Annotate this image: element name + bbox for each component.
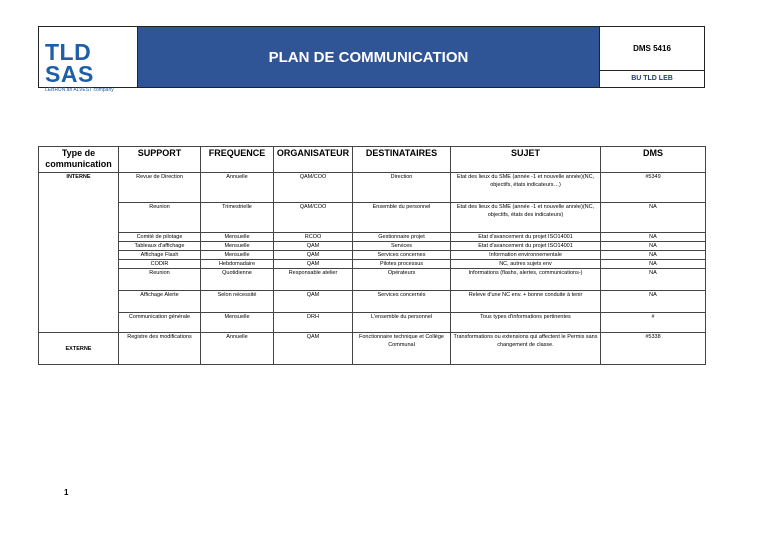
- organisateur-cell: QAM/COO: [274, 203, 353, 233]
- dms-cell: NA: [601, 291, 706, 313]
- frequence-cell: Annuelle: [201, 333, 274, 365]
- dms-cell: #5349: [601, 173, 706, 203]
- organisateur-cell: RCOO: [274, 233, 353, 242]
- frequence-cell: Selon nécessité: [201, 291, 274, 313]
- organisateur-cell: DRH: [274, 313, 353, 333]
- support-cell: Communication générale: [119, 313, 201, 333]
- organisateur-cell: QAM: [274, 333, 353, 365]
- frequence-cell: Mensuelle: [201, 251, 274, 260]
- destinataires-cell: Services concernés: [353, 291, 451, 313]
- organisateur-cell: QAM: [274, 242, 353, 251]
- column-header: SUJET: [451, 147, 601, 173]
- column-header: DMS: [601, 147, 706, 173]
- logo-text: TLD SAS: [45, 39, 94, 87]
- logo-cell: [39, 27, 138, 93]
- destinataires-cell: Ensemble du personnel: [353, 203, 451, 233]
- sujet-cell: Information environnementale: [451, 251, 601, 260]
- page-number: 1: [64, 488, 69, 497]
- column-header: SUPPORT: [119, 147, 201, 173]
- table-row: [39, 333, 706, 365]
- sujet-cell: NC, autres sujets env: [451, 260, 601, 269]
- frequence-cell: Quotidienne: [201, 269, 274, 291]
- dms-cell: NA: [601, 260, 706, 269]
- dms-cell: NA: [601, 233, 706, 242]
- document-title: PLAN DE COMMUNICATION: [138, 27, 600, 88]
- frequence-cell: Mensuelle: [201, 313, 274, 333]
- table-row: [39, 203, 706, 233]
- support-cell: Comité de pilotage: [119, 233, 201, 242]
- sujet-cell: Etat des lieux du SME (année -1 et nouvelle année)(NC, objectifs, états indicateurs…): [451, 173, 601, 203]
- dms-cell: NA: [601, 269, 706, 291]
- organisateur-cell: QAM/COO: [274, 173, 353, 203]
- frequence-cell: Trimestrielle: [201, 203, 274, 233]
- table-row: [39, 313, 706, 333]
- frequence-cell: Hebdomadaire: [201, 260, 274, 269]
- support-cell: Affichage Flash: [119, 251, 201, 260]
- support-cell: Revue de Direction: [119, 173, 201, 203]
- company-logo: [45, 39, 133, 93]
- column-header: Type de communication: [39, 147, 119, 173]
- destinataires-cell: Opérateurs: [353, 269, 451, 291]
- destinataires-cell: Fonctionnaire technique et Collège Communal: [353, 333, 451, 365]
- sujet-cell: Tous types d'informations pertinentes: [451, 313, 601, 333]
- table-row: [39, 233, 706, 242]
- communication-type: INTERNE: [39, 173, 119, 333]
- sujet-cell: Transformations ou extensions qui affectent le Permis sans changement de classe.: [451, 333, 601, 365]
- frequence-cell: Mensuelle: [201, 242, 274, 251]
- sujet-cell: Etat des lieux du SME (année -1 et nouvelle année)(NC, objectifs, états des indicateurs): [451, 203, 601, 233]
- destinataires-cell: Services concernes: [353, 251, 451, 260]
- support-cell: CODIR: [119, 260, 201, 269]
- dms-cell: #5338: [601, 333, 706, 365]
- table-row: [39, 173, 706, 203]
- sujet-cell: Etat d'avancement du projet ISO14001: [451, 233, 601, 242]
- dms-cell: NA: [601, 242, 706, 251]
- column-header: ORGANISATEUR: [274, 147, 353, 173]
- table-row: [39, 291, 706, 313]
- organisateur-cell: QAM: [274, 260, 353, 269]
- dms-cell: NA: [601, 251, 706, 260]
- sujet-cell: Informations (flashs, alertes, communications-): [451, 269, 601, 291]
- dms-cell: #: [601, 313, 706, 333]
- communication-type: EXTERNE: [39, 333, 119, 365]
- table-row: [39, 260, 706, 269]
- table-row: [39, 251, 706, 260]
- column-header: DESTINATAIRES: [353, 147, 451, 173]
- business-unit: BU TLD LEB: [600, 70, 705, 87]
- header-table: [38, 26, 705, 93]
- communication-plan-table: [38, 146, 706, 365]
- table-header-row: [39, 147, 706, 173]
- logo-subtitle: LEBRUN an ALVEST company: [45, 87, 114, 93]
- support-cell: Reunion: [119, 203, 201, 233]
- destinataires-cell: Gestionnaire projet: [353, 233, 451, 242]
- destinataires-cell: L'ensemble du personnel: [353, 313, 451, 333]
- sujet-cell: Etat d'avancement du projet ISO14001: [451, 242, 601, 251]
- destinataires-cell: Pilotes processus: [353, 260, 451, 269]
- organisateur-cell: QAM: [274, 291, 353, 313]
- sujet-cell: Releve d'une NC env. + bonne conduite à tenir: [451, 291, 601, 313]
- frequence-cell: Annuelle: [201, 173, 274, 203]
- destinataires-cell: Services: [353, 242, 451, 251]
- dms-reference: DMS 5416: [600, 27, 705, 71]
- organisateur-cell: Responsable atelier: [274, 269, 353, 291]
- column-header: FREQUENCE: [201, 147, 274, 173]
- table-row: [39, 242, 706, 251]
- support-cell: Reunion: [119, 269, 201, 291]
- frequence-cell: Mensuelle: [201, 233, 274, 242]
- support-cell: Affichage Alerte: [119, 291, 201, 313]
- destinataires-cell: Direction: [353, 173, 451, 203]
- dms-cell: NA: [601, 203, 706, 233]
- support-cell: Tableaux d'affichage: [119, 242, 201, 251]
- support-cell: Registre des modifications: [119, 333, 201, 365]
- table-row: [39, 269, 706, 291]
- organisateur-cell: QAM: [274, 251, 353, 260]
